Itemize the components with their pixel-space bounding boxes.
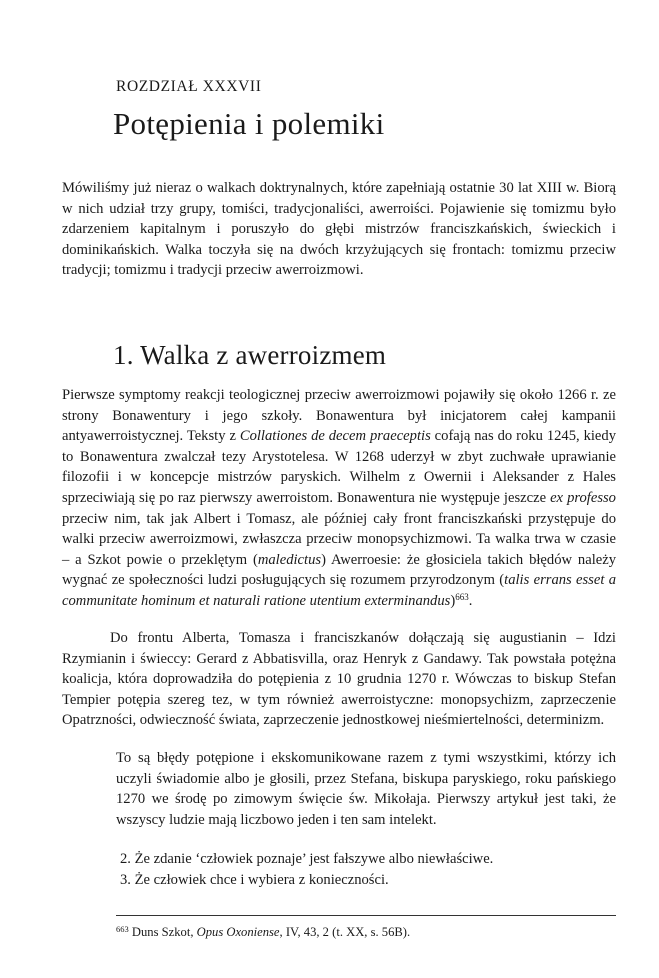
footnote-author: Duns Szkot, — [128, 925, 197, 939]
footnote — [116, 925, 410, 940]
latin-phrase: ex professo — [550, 489, 616, 506]
text-run: ) Awerroesie: że głosiciela takich błędów należy wygnać ze społeczności ludzi posługujących się rozumem przyrodzonym ( — [62, 551, 617, 589]
text-run: przeciw nim, tak jak Albert i Tomasz, ale później cały front franciszkański przystępuje do walki przeciw awerroizmowi, zwłaszcza przeciw monopsychizmowi. Ta walka trwa w czasie – a Szkot powie o przeklętym ( — [62, 510, 616, 568]
text-run: cofają nas do roku 1245, kiedy to Bonawentura zwalczał tezy Arystotelesa. W 1268 uderzył w zbyt zuchwałe uprawianie filozofii i w koncepcje mistrzów paryskich. Wilhelm z Owernii i Aleksander z Hales sprzeciwiają się po raz pierwszy awerroistom. Bonawentura nie występuje jeszcze — [62, 428, 616, 506]
quote-list-item-2: 2. Że zdanie ‘człowiek poznaje’ jest fałszywe albo niewłaściwe. — [120, 851, 494, 867]
footnote-work: Opus Oxoniense — [196, 925, 280, 939]
section-paragraph-2: Do frontu Alberta, Tomasza i franciszkanów dołączają się augustianin – Idzi Rzymianin i świeccy: Gerard z Abbatisvilla, oraz Henryk z Gandawy. Tak powstała potężna koalicja, która doprowadziła do potępienia z 10 grudnia 1270 r. Wówczas to biskup Stefan Tempier potępia szereg tez, w tym również awerroistyczne: monopsychizm, zaprzeczenie Opatrzności, odwieczność świata, zaprzeczenie jednostkowej nieśmiertelności, determinizm. — [62, 630, 616, 729]
footnote-divider — [116, 915, 616, 916]
section-paragraph-1 — [62, 385, 616, 612]
footnote-ref: , IV, 43, 2 (t. XX, s. 56B). — [279, 925, 411, 939]
latin-quote: talis errans esset a communitate hominum et naturali ratione utentium exterminandus — [62, 572, 617, 609]
text-run: . — [468, 592, 473, 609]
text-run: Pierwsze symptomy reakcji teologicznej przeciw awerroizmowi pojawiły się około 1266 r. ze strony Bonawentury i jego szkoły. Bonawentura był inicjatorem całej kampanii antyawerroistycznej. Teksty z — [62, 387, 616, 445]
text-run: ) — [450, 592, 456, 609]
chapter-title: Potępienia i polemiki — [113, 106, 385, 141]
quote-list-item-3: 3. Że człowiek chce i wybiera z konieczności. — [120, 872, 389, 888]
intro-paragraph: Mówiliśmy już nieraz o walkach doktrynalnych, które zapełniają ostatnie 30 lat XIII w. Biorą w nich udział trzy grupy, tomiści, tradycjonaliści, awerroiści. Pojawienie się tomizmu było zdarzeniem kapitalnym i poruszyło do głębi mistrzów franciszkańskich, świeckich i dominikańskich. Walka toczyła się na dwóch krzyżujących się frontach: tomizmu przeciw tradycji; tomizmu i tradycji przeciw awerroizmowi. — [62, 180, 616, 279]
footnote-number: 663 — [116, 924, 129, 934]
block-quote: To są błędy potępione i ekskomunikowane razem z tymi wszystkimi, którzy ich uczyli świadomie albo je głosili, przez Stefana, biskupa paryskiego, roku pańskiego 1270 we środę po zimowym święcie św. Mikołaja. Pierwszy artykuł jest taki, że wszyscy ludzie mają liczbowo jeden i ten sam intelekt. — [116, 750, 616, 828]
latin-word: maledictus — [257, 551, 322, 568]
footnote-reference: 663 — [455, 591, 469, 602]
chapter-label: ROZDZIAŁ XXXVII — [116, 78, 262, 95]
section-title: 1. Walka z awerroizmem — [113, 340, 387, 370]
latin-title: Collationes de decem praeceptis — [239, 428, 431, 445]
